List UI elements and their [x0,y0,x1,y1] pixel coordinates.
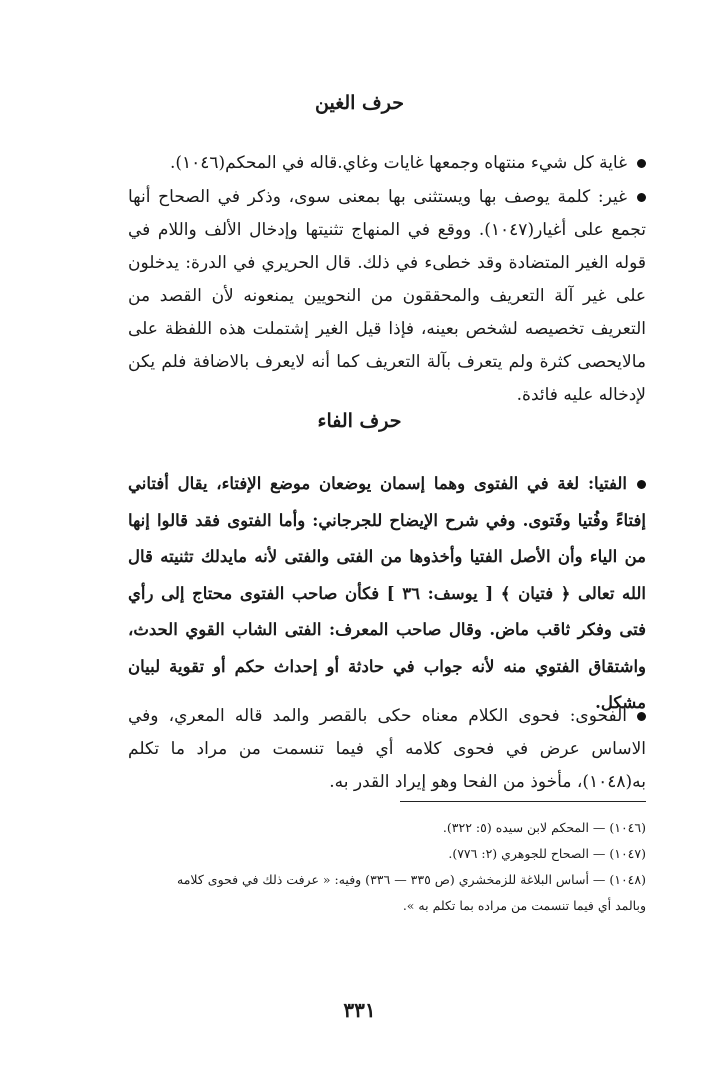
footnote-1046: (١٠٤٦) — المحكم لابن سيده (٥: ٣٢٢). [442,820,646,835]
bullet-icon [637,159,646,168]
page-number: ٣٣١ [343,998,376,1022]
bullet-icon [637,480,646,489]
entry-ghayr [128,181,646,412]
entry-text: الفحوى: فحوى الكلام معناه حكى بالقصر والمد قاله المعري، وفي الاساس عرض في فحوى كلامه أي فيما تنسمت من مراد ما تكلم به(١٠٤٨)، مأخوذ من الفحا وهو إيراد القدر به. [128,706,646,792]
entry-fahwa [128,700,646,799]
footnote-1048: (١٠٤٨) — أساس البلاغة للزمخشري (ص ٣٣٥ — ٣٣٦) وفيه: « عرفت ذلك في فحوى كلامه [177,872,646,887]
section-heading-fa: حرف الفاء [317,410,402,432]
footnotes [128,815,646,919]
entry-text: الفتيا: لغة في الفتوى وهما إسمان يوضعان موضع الإفتاء، يقال أفتاني إفتاءً وفُتيا وفَتوى. وفي شرح الإيضاح للجرجاني: وأما الفتوى فقد قالوا إنها من الياء وأن الأصل الفتيا وأخذوها من الفتى والفتى لأنه مايدلك تثنيته قال الله تعالى ﴿ فتيان ﴾ [ يوسف: ٣٦ ] فكأن صاحب الفتوى محتاج إلى رأي فتى وفكر ثاقب ماض. وقال صاحب المعرف: الفتى الشاب القوي الحدث، واشتقاق الفتوي منه لأنه جواب في حادثة أو إحداث حكم أو تقوية لبيان مشكل. [128,474,646,712]
entry-ghaya [128,147,646,180]
bullet-icon [637,193,646,202]
entry-futya [128,466,646,722]
bullet-icon [637,712,646,721]
section-heading-ghain: حرف الغين [315,92,404,114]
footnote-1047: (١٠٤٧) — الصحاح للجوهري (٢: ٧٧٦). [448,846,646,861]
footnote-divider [400,801,646,802]
entry-text: غاية كل شيء منتهاه وجمعها غايات وغاي.قاله في المحكم(١٠٤٦). [169,153,627,173]
entry-text: غير: كلمة يوصف بها ويستثنى بها بمعنى سوى، وذكر في الصحاح أنها تجمع على أغيار(١٠٤٧). ووقع في المنهاج تثنيتها وإدخال الألف واللام في قوله الغير المتضادة وقد خطىء في ذلك. قال الحريري في الدرة: يدخلون على غير آلة التعريف والمحققون من النحويين يمنعونه لأن القصد من التعريف تخصيصه لشخص بعينه، فإذا قيل الغير إشتملت هذه اللفظة على مالايحصى كثرة ولم يتعرف بآلة التعريف كما أنه لايعرف بالاضافة فلم يكن لإدخاله عليه فائدة. [128,187,646,405]
footnote-1048-continuation: وبالمد أي فيما تنسمت من مراده بما تكلم به ». [402,898,646,913]
